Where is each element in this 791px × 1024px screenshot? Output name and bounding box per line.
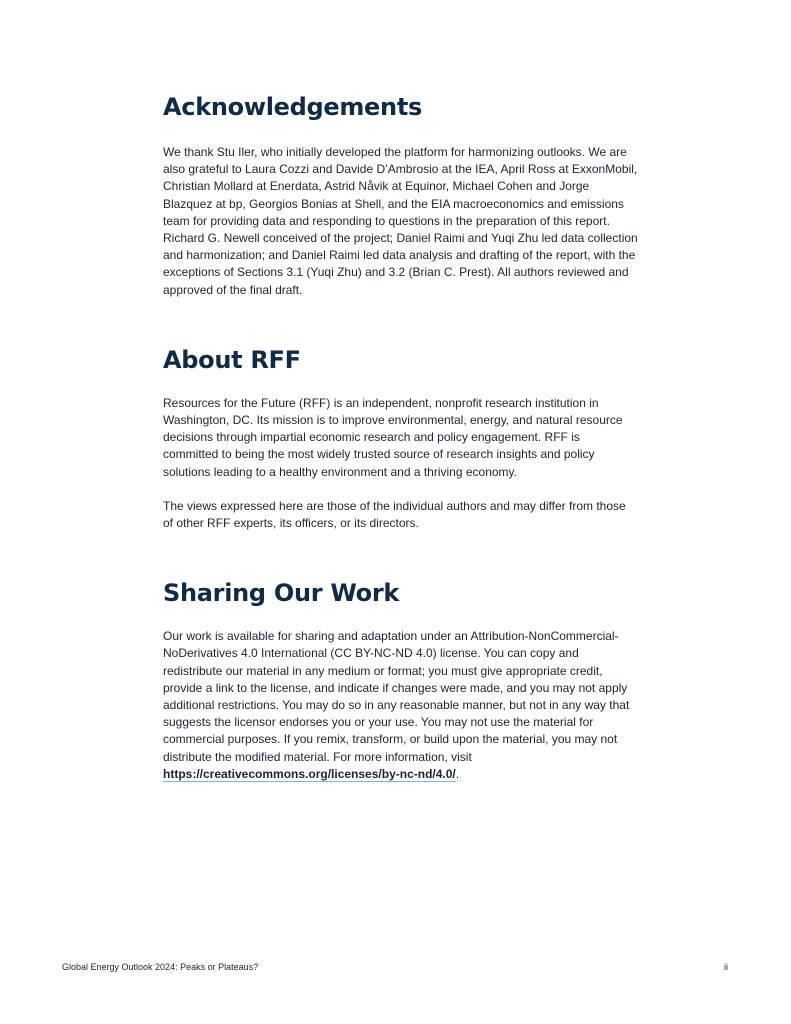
footer-report-title: Global Energy Outlook 2024: Peaks or Plateaus?: [62, 962, 259, 972]
sharing-body: [163, 628, 638, 783]
acknowledgements-body: We thank Stu Iler, who initially developed the platform for harmonizing outlooks. We are also grateful to Laura Cozzi and Davide D’Ambrosio at the IEA, April Ross at ExxonMobil, Christian Mollard at Enerdata, Astrid Nåvik at Equinor, Michael Cohen and Jorge Blazquez at bp, Georgios Bonias at Shell, and the EIA macroeconomics and emissions team for providing data and responding to questions in the preparation of this report. Richard G. Newell conceived of the project; Daniel Raimi and Yuqi Zhu led data collection and harmonization; and Daniel Raimi led data analysis and drafting of the report, with the exceptions of Sections 3.1 (Yuqi Zhu) and 3.2 (Brian C. Prest). All authors reviewed and approved of the final draft.: [163, 145, 638, 297]
acknowledgements-section: [163, 92, 638, 299]
sharing-body-trailing: .: [455, 766, 460, 781]
acknowledgements-heading: Acknowledgements: [163, 93, 422, 121]
about-rff-heading: About RFF: [163, 345, 301, 374]
sharing-body-text: Our work is available for sharing and adaptation under an Attribution-NonCommercial-NoDerivatives 4.0 International (CC BY-NC-ND 4.0) license. You can copy and redistribute our material in any medium or format; you must give appropriate credit, provide a link to the license, and indicate if changes were made, and you may not apply additional restrictions. You may do so in any reasonable manner, but not in any way that suggests the licensor endorses you or your use. You may not use the material for commercial purposes. If you remix, transform, or build upon the material, you may not distribute the modified material. For more information, visit: [163, 629, 630, 764]
about-rff-paragraph-2: The views expressed here are those of the individual authors and may differ from those of other RFF experts, its officers, or its directors.: [163, 498, 626, 531]
creative-commons-link[interactable]: https://creativecommons.org/licenses/by-nc-nd/4.0/: [163, 766, 456, 781]
sharing-section: [163, 578, 638, 783]
footer-page-number: ii: [724, 962, 728, 972]
sharing-heading: Sharing Our Work: [163, 579, 400, 608]
page-content: [163, 92, 638, 783]
about-rff-section: [163, 345, 638, 532]
about-rff-paragraph-1: Resources for the Future (RFF) is an independent, nonprofit research institution in Washington, DC. Its mission is to improve environmental, energy, and natural resource decisions through impartial economic research and policy engagement. RFF is committed to being the most widely trusted source of research insights and policy solutions leading to a healthy environment and a thriving economy.: [163, 395, 623, 479]
